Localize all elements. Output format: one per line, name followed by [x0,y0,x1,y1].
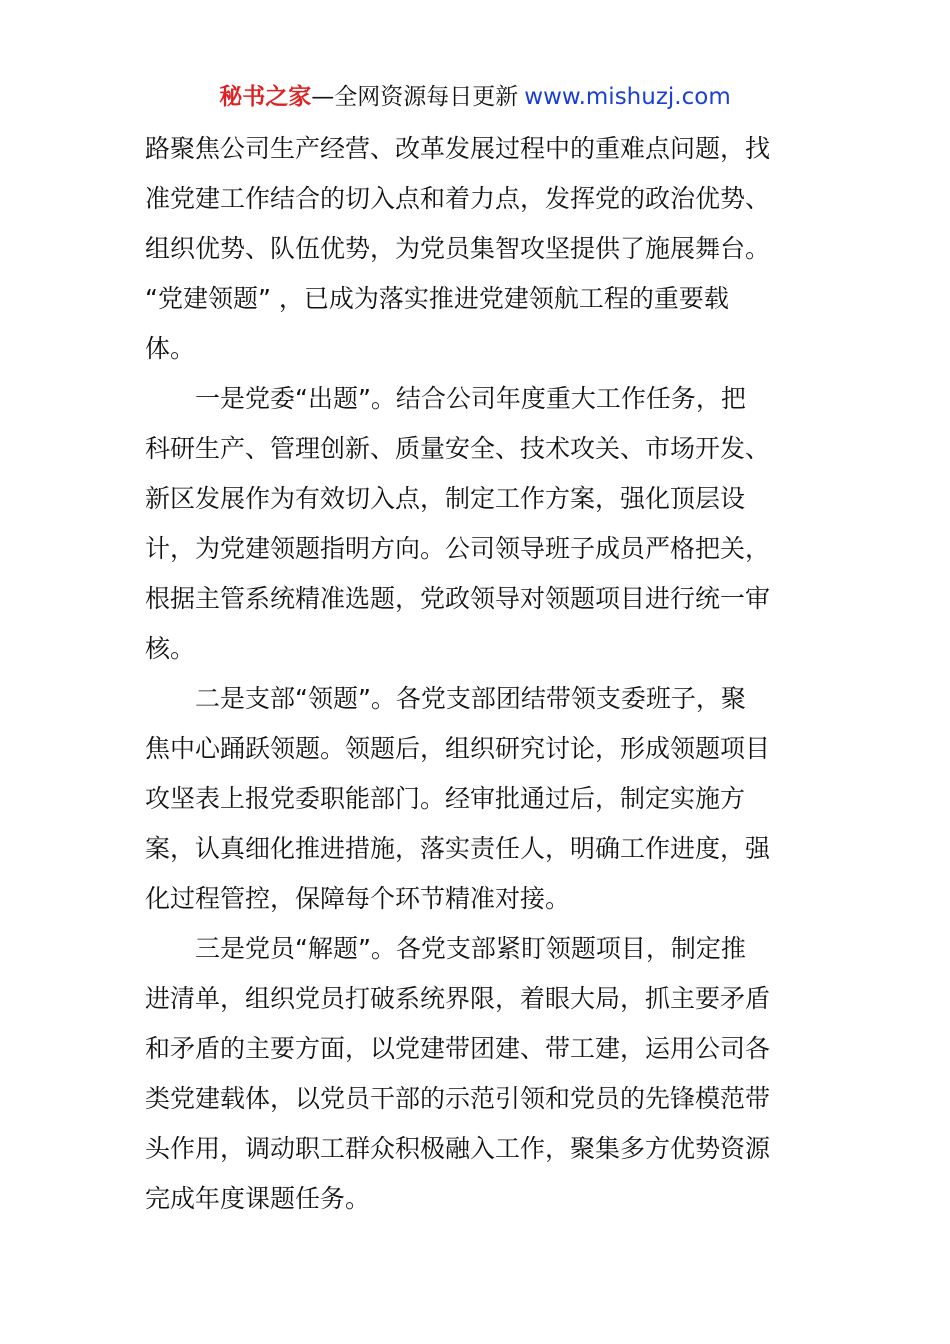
text-line: 一是党委“出题”。结合公司年度重大工作任务，把 [195,384,746,413]
text-line: 焦中心踊跃领题。领题后，组织研究讨论，形成领题项目 [145,734,771,763]
text-line: 三是党员“解题”。各党支部紧盯领题项目，制定推 [195,934,746,963]
site-url-link[interactable]: www.mishuzj.com [524,84,731,110]
text-line: 进清单，组织党员打破系统界限，着眼大局，抓主要矛盾 [145,984,771,1013]
text-line: 根据主管系统精准选题，党政领导对领题项目进行统一审 [145,584,771,613]
text-line: 新区发展作为有效切入点，制定工作方案，强化顶层设 [145,484,746,513]
paragraph [145,924,807,1224]
text-line: 准党建工作结合的切入点和着力点，发挥党的政治优势、 [145,184,771,213]
brand-name: 秘书之家 [219,84,312,110]
site-header [0,80,950,114]
text-line: 类党建载体，以党员干部的示范引领和党员的先锋模范带 [145,1084,771,1113]
text-line: 体。 [145,334,196,363]
text-line: 头作用，调动职工群众积极融入工作，聚集多方优势资源 [145,1134,771,1163]
header-tagline: —全网资源每日更新 [311,84,519,110]
text-line: 完成年度课题任务。 [145,1184,371,1213]
document-body [145,124,807,1224]
text-line: 案，认真细化推进措施，落实责任人，明确工作进度，强 [145,834,771,863]
text-line: 计，为党建领题指明方向。公司领导班子成员严格把关， [145,534,771,563]
paragraph [145,674,807,924]
paragraph [145,374,807,674]
text-line: 路聚焦公司生产经营、改革发展过程中的重难点问题，找 [145,134,771,163]
text-line: 攻坚表上报党委职能部门。经审批通过后，制定实施方 [145,784,746,813]
text-line: 二是支部“领题”。各党支部团结带领支委班子，聚 [195,684,746,713]
text-line: 核。 [145,634,196,663]
paragraph [145,124,807,374]
text-line: 科研生产、管理创新、质量安全、技术攻关、市场开发、 [145,434,771,463]
text-line: 和矛盾的主要方面，以党建带团建、带工建，运用公司各 [145,1034,771,1063]
text-line: 化过程管控，保障每个环节精准对接。 [145,884,571,913]
text-line: 组织优势、队伍优势，为党员集智攻坚提供了施展舞台。 [145,234,771,263]
text-line: “党建领题” ，已成为落实推进党建领航工程的重要载 [145,284,729,313]
